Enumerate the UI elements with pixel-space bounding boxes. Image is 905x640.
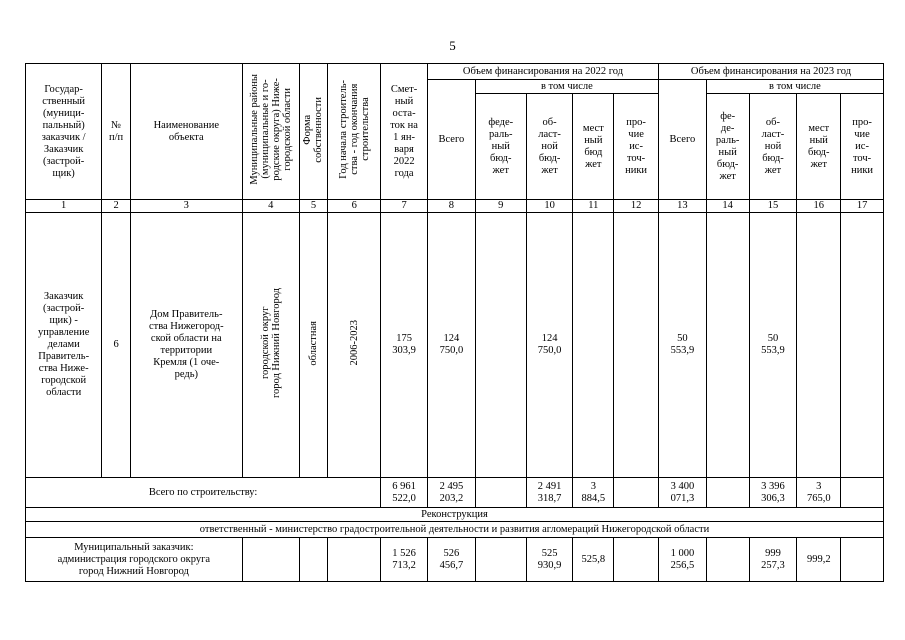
header-including-2023: в том числе: [706, 80, 883, 94]
col-num-8: 8: [427, 200, 475, 213]
row1-local-2022: [573, 213, 614, 478]
header-regional-2023: об- ласт- ной бюд- жет: [749, 94, 797, 200]
row1-years: [328, 213, 381, 478]
row2-total-2023: 1 000 256,5: [658, 538, 706, 582]
section-title: Реконструкция: [26, 508, 884, 522]
row1-federal-2023: [706, 213, 749, 478]
col-num-17: 17: [841, 200, 884, 213]
total-2023: 3 400 071,3: [658, 478, 706, 508]
header-districts: [242, 64, 299, 200]
row1-regional-2023: 50 553,9: [749, 213, 797, 478]
col-num-5: 5: [299, 200, 327, 213]
row1-district: [242, 213, 299, 478]
row2-other-2023: [841, 538, 884, 582]
row2-federal-2022: [475, 538, 526, 582]
row2-local-2022: 525,8: [573, 538, 614, 582]
header-federal-2023: фе- де- раль- ный бюд- жет: [706, 94, 749, 200]
header-balance: Смет- ный оста- ток на 1 ян- варя 2022 года: [381, 64, 428, 200]
header-fin-2022: Объем финансирования на 2022 год: [427, 64, 658, 80]
row1-regional-2022: 124 750,0: [526, 213, 573, 478]
row2-years: [328, 538, 381, 582]
header-local-2022: мест ный бюд жет: [573, 94, 614, 200]
header-ownership-text: Форма собственности: [302, 96, 325, 163]
header-object-name: Наименование объекта: [130, 64, 242, 200]
total-local-2023: 3 765,0: [797, 478, 841, 508]
row1-other-2023: [841, 213, 884, 478]
header-other-2022: про- чие ис- точ- ники: [614, 94, 659, 200]
row2-ownership: [299, 538, 327, 582]
responsible-line: ответственный - министерство градостроительной деятельности и развития агломераций Нижегородской области: [26, 522, 884, 538]
total-other-2022: [614, 478, 659, 508]
col-num-12: 12: [614, 200, 659, 213]
page-number: 5: [449, 38, 456, 53]
header-other-2023: про- чие ис- точ- ники: [841, 94, 884, 200]
header-fin-2023: Объем финансирования на 2023 год: [658, 64, 883, 80]
header-total-2023: Всего: [658, 80, 706, 200]
col-num-6: 6: [328, 200, 381, 213]
header-years-text: Год начала строитель- ства - год окончания строительства: [337, 80, 371, 179]
col-num-3: 3: [130, 200, 242, 213]
row1-federal-2022: [475, 213, 526, 478]
col-num-16: 16: [797, 200, 841, 213]
row1-local-2023: [797, 213, 841, 478]
row2-local-2023: 999,2: [797, 538, 841, 582]
col-num-10: 10: [526, 200, 573, 213]
header-ownership: [299, 64, 327, 200]
row1-customer: Заказчик (застрой- щик) - управление делами Правитель- ства Ниже- городской области: [26, 213, 102, 478]
col-num-7: 7: [381, 200, 428, 213]
header-including-2022: в том числе: [475, 80, 658, 94]
row1-total-2022: 124 750,0: [427, 213, 475, 478]
col-num-14: 14: [706, 200, 749, 213]
header-local-2023: мест ный бюд- жет: [797, 94, 841, 200]
row2-regional-2023: 999 257,3: [749, 538, 797, 582]
total-label: Всего по строительству:: [26, 478, 381, 508]
col-num-13: 13: [658, 200, 706, 213]
header-regional-2022: об- ласт- ной бюд- жет: [526, 94, 573, 200]
col-num-2: 2: [102, 200, 130, 213]
total-local-2022: 3 884,5: [573, 478, 614, 508]
header-federal-2022: феде- раль- ный бюд- жет: [475, 94, 526, 200]
header-customer: Государ- ственный (муници- пальный) заказчик / Заказчик (застрой- щик): [26, 64, 102, 200]
total-regional-2023: 3 396 306,3: [749, 478, 797, 508]
row1-num: 6: [102, 213, 130, 478]
row1-balance: 175 303,9: [381, 213, 428, 478]
header-districts-text: Муниципальные районы (муниципальные и го- родские округа) Ниже- городской области: [248, 74, 293, 185]
total-other-2023: [841, 478, 884, 508]
col-num-1: 1: [26, 200, 102, 213]
col-num-11: 11: [573, 200, 614, 213]
total-2022: 2 495 203,2: [427, 478, 475, 508]
row1-years-text: 2006-2023: [348, 320, 360, 366]
row2-customer: Муниципальный заказчик: администрация городского округа город Нижний Новгород: [26, 538, 243, 582]
row1-ownership-text: областная: [307, 320, 319, 366]
header-num: № п/п: [102, 64, 130, 200]
col-num-15: 15: [749, 200, 797, 213]
row2-district: [242, 538, 299, 582]
row2-other-2022: [614, 538, 659, 582]
row1-ownership: [299, 213, 327, 478]
row1-other-2022: [614, 213, 659, 478]
col-num-4: 4: [242, 200, 299, 213]
row2-balance: 1 526 713,2: [381, 538, 428, 582]
row1-district-text: городской округ город Нижний Новгород: [259, 287, 282, 399]
total-regional-2022: 2 491 318,7: [526, 478, 573, 508]
total-federal-2023: [706, 478, 749, 508]
row1-total-2023: 50 553,9: [658, 213, 706, 478]
row2-regional-2022: 525 930,9: [526, 538, 573, 582]
header-total-2022: Всего: [427, 80, 475, 200]
row2-total-2022: 526 456,7: [427, 538, 475, 582]
total-balance: 6 961 522,0: [381, 478, 428, 508]
header-years: [328, 64, 381, 200]
total-federal-2022: [475, 478, 526, 508]
row2-federal-2023: [706, 538, 749, 582]
col-num-9: 9: [475, 200, 526, 213]
row1-object-name: Дом Правитель- ства Нижегород- ской области на территории Кремля (1 оче- редь): [130, 213, 242, 478]
financing-table: [25, 63, 884, 582]
